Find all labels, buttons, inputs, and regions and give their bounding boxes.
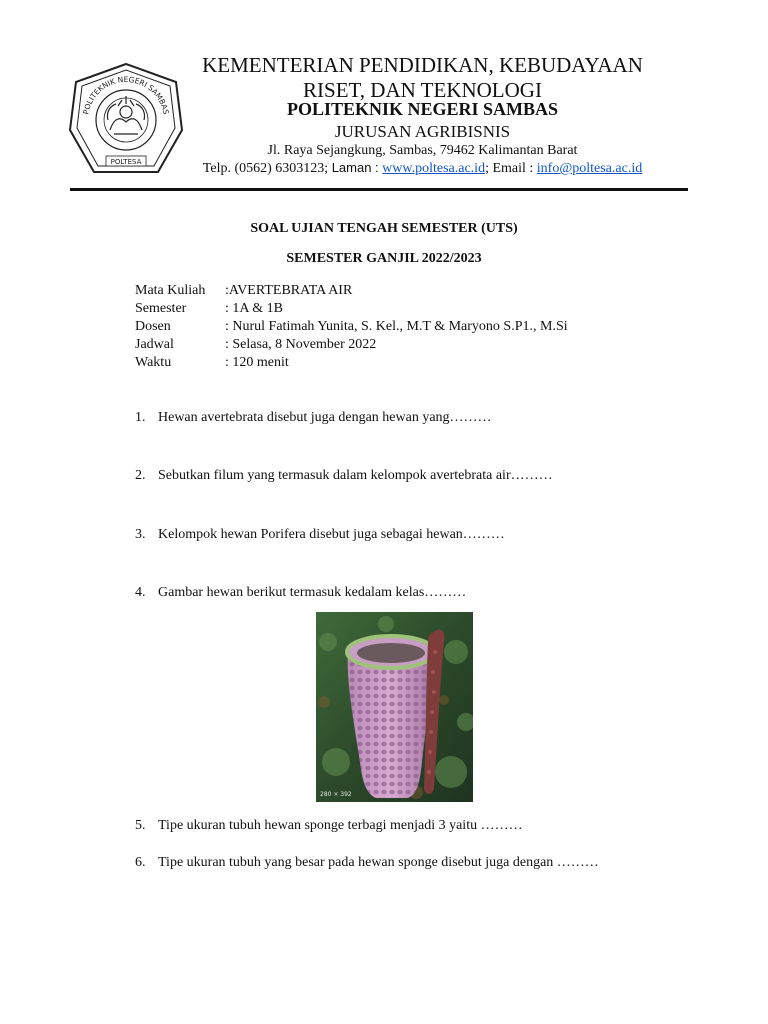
question-number: 4. [135,585,146,600]
info-value: : Selasa, 8 November 2022 [225,337,377,352]
info-value: : Nurul Fatimah Yunita, S. Kel., M.T & Maryono S.P1., M.Si [225,319,568,334]
sponge-photo [316,612,473,802]
question-number: 5. [135,818,146,833]
info-row [135,336,568,354]
course-info [135,282,568,372]
laman-label: Laman : [331,160,379,175]
info-row [135,354,568,372]
header-divider [70,188,688,191]
question-text: Gambar hewan berikut termasuk kedalam kelas……… [158,585,467,600]
semester-title: SEMESTER GANJIL 2022/2023 [286,251,482,266]
poltesa-logo [66,60,186,180]
question-text: Hewan avertebrata disebut juga dengan hewan yang……… [158,410,492,425]
question-text: Tipe ukuran tubuh hewan sponge terbagi menjadi 3 yaitu ……… [158,818,523,833]
info-label: Jadwal [135,337,174,352]
ministry-name-line1: KEMENTERIAN PENDIDIKAN, KEBUDAYAAN [202,53,643,77]
question-text: Kelompok hewan Porifera disebut juga sebagai hewan……… [158,527,505,542]
question-item [135,467,553,485]
question-number: 3. [135,527,146,542]
info-label: Mata Kuliah [135,283,206,298]
question-item [135,584,466,602]
institution-name: POLITEKNIK NEGERI SAMBAS [286,99,559,119]
ministry-name-line2: RISET, DAN TEKNOLOGI [303,78,542,102]
svg-text:POLITEKNIK NEGERI SAMBAS: POLITEKNIK NEGERI SAMBAS [81,74,171,116]
telp-text: Telp. (0562) 6303123; [202,161,329,176]
info-label: Semester [135,301,187,316]
department-name: JURUSAN AGRIBISNIS [334,122,511,141]
exam-title: SOAL UJIAN TENGAH SEMESTER (UTS) [250,221,518,236]
info-value: : 1A & 1B [225,301,283,316]
contact-line [190,159,655,178]
question-number: 2. [135,468,146,483]
email-link[interactable]: info@poltesa.ac.id [536,161,643,176]
svg-text:POLTESA: POLTESA [110,158,142,166]
info-row [135,318,568,336]
email-label: ; Email : [485,161,534,176]
question-number: 6. [135,855,146,870]
image-caption: 280 × 392 [320,791,352,798]
info-value: : 120 menit [225,355,289,370]
info-label: Waktu [135,355,172,370]
website-link[interactable]: www.poltesa.ac.id [382,161,486,176]
info-value: :AVERTEBRATA AIR [225,283,353,298]
info-row [135,300,568,318]
question-item [135,854,599,872]
info-row [135,282,568,300]
question-item [135,526,505,544]
question-number: 1. [135,410,146,425]
question-text: Tipe ukuran tubuh yang besar pada hewan sponge disebut juga dengan ……… [158,855,599,870]
address: Jl. Raya Sejangkung, Sambas, 79462 Kalimantan Barat [267,143,578,158]
question-item [135,409,492,427]
info-label: Dosen [135,319,171,334]
question-text: Sebutkan filum yang termasuk dalam kelompok avertebrata air……… [158,468,553,483]
question-item [135,817,523,835]
